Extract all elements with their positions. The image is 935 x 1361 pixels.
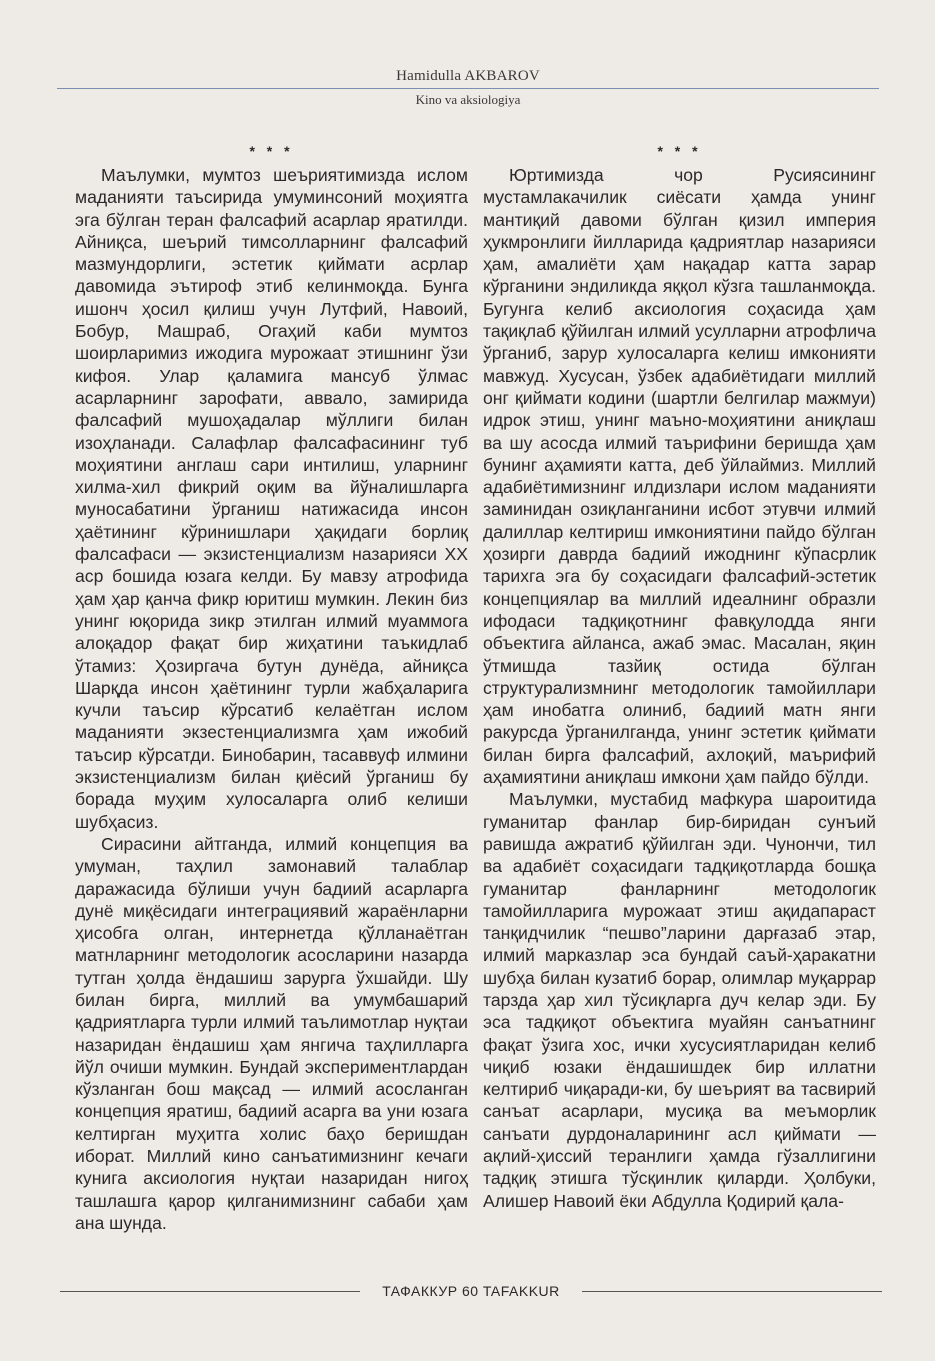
paragraph: Маълумки, мумтоз шеъриятимизда ислом маданияти таъсирида умуминсоний моҳиятга эга бўлган теран фалсафий асарлар яратилди. Айниқса, шеърий тимсолларнинг фалсафий мазмундорлиги, эстетик қиймати асрлар давомида эътироф этиб келинмоқда. Бунга ишонч ҳосил қилиш учун Лутфий, Навоий, Бобур, Машраб, Огаҳий каби мумтоз шоирларимиз ижодига мурожаат этишнинг ўзи кифоя. Улар қаламига мансуб ўлмас асарларнинг зарофати, аввало, замирида фалсафий мушоҳадалар мўллиги билан изоҳланади. Салафлар фалсафасининг туб моҳиятини англаш сари интилиш, уларнинг хилма-хил фикрий оқим ва йўналишларга муносабатини ўрганиш натижасида инсон ҳаётининг кўринишлари ҳақидаги борлиқ фалсафаси — экзистенциализм назарияси XX аср бошида юзага келди. Бу мавзу атрофида ҳам ҳар қанча фикр юритиш мумкин. Лекин биз унинг юқорида зикр этилган илмий муаммога алоқадор фақат бир жиҳатини таъкидлаб ўтамиз: Ҳозиргача бутун дунёда, айниқса Шарқда инсон ҳаётининг турли жабҳаларига кучли таъсир кўрсатиб келаётган ислом маданияти экзестенциализмга ҳам ижобий таъсир кўрсатди. Бинобарин, тасаввуф илмини экзистенциализм билан қиёсий ўрганиш бу борада муҳим хулосаларга олиб келиши шубҳасиз.: [75, 165, 468, 832]
header-rule: [57, 88, 879, 89]
footer-rule-right: [582, 1291, 882, 1292]
page-footer: [60, 1281, 882, 1301]
paragraph: Маълумки, мустабид мафкура шароитида гуманитар фанлар бир-биридан сунъий равишда ажратиб қўйилган эди. Чунончи, тил ва адабиёт соҳасидаги тадқиқотларда бошқа гуманитар фанларнинг методологик тамойилларига мурожаат этиш ақидапараст танқидчилик “пешво”ларини дарғазаб этар, илмий марказлар эса бундай саъй-ҳаракатни шубҳа билан кузатиб борар, олимлар муқаррар тарзда ҳар хил тўсиқларга дуч келар эди. Бу эса тадқиқот объектига муайян санъатнинг фақат ўзига хос, ички хусусиятларидан келиб чиқиб юзаки ёндашишдек бир иллатни келтириб чиқаради-ки, бу шеърият ва тасвирий санъат асарлари, мусиқа ва меъморлик санъати дурдоналарининг асл қиймати — ақлий-ҳиссий теранлиги ҳамда гўзаллигини тадқиқ этишга тўсқинлик қиларди. Ҳолбуки, Алишер Навоий ёки Абдулла Қодирий қала-: [483, 789, 876, 1211]
section-separator: * * *: [249, 143, 294, 159]
footer-text: ТАФАККУР 60 TAFAKKUR: [382, 1283, 560, 1299]
author-name: Hamidulla AKBAROV: [396, 68, 540, 84]
paragraph: Юртимизда чор Русиясининг мустамлакачилик сиёсати ҳамда унинг мантиқий давоми бўлган қизил империя ҳукмронлиги йилларида қадриятлар назарияси ҳам, амалиёти ҳам нақадар катта зарар кўрганини эндиликда яққол кўзга ташланмоқда. Бугунга келиб аксиология соҳасида ҳам тақиқлаб қўйилган илмий усулларни атрофлича ўрганиб, зарур хулосаларга келиш имконияти мавжуд. Хусусан, ўзбек адабиётидаги миллий онг қиймати кодини (шартли белгилар мажмуи) идрок этиш, унинг маъно-моҳиятини аниқлаш ва шу асосда илмий таърифини беришда ҳам бунинг аҳамияти катта, деб ўйлаймиз. Миллий адабиётимизнинг илдизлари ислом маданияти заминидан озиқланганини исбот этувчи илмий далиллар келтириш имкониятини пайдо бўлган ҳозирги даврда бадиий ижоднинг кўпасрлик тарихга эга бу соҳасидаги фалсафий-эстетик концепциялар ва миллий идеалнинг образли ифодаси тадқиқотнинг фавқулодда янги объектига айлансa, ажаб эмас. Масалан, яқин ўтмишда тазйиқ остида бўлган структурализмнинг методологик тамойиллари ҳам инобатга олиниб, бадиий матн янги ракурсда ўрганилганда, унинг эстетик қиймати билан бирга фалсафий, ахлоқий, маърифий аҳамиятини аниқлаш имкони ҳам пайдо бўлди.: [483, 165, 876, 788]
right-column: [483, 142, 876, 1212]
paragraph: Сирасини айтганда, илмий концепция ва умуман, таҳлил замонавий талаблар даражасида бўлиши учун бадиий асарларга дунё миқёсидаги интеграциявий жараёнларни ҳисобга олган, интернетда қўлланаётган матнларнинг методологик асосларини назарда тутган ҳолда ёндашиш зарурга ўхшайди. Шу билан бирга, миллий ва умумбашарий қадриятларга турли илмий таълимотлар нуқтаи назаридан ёндашиш ҳам янгича таҳлилларга йўл очиши мумкин. Бундай экспериментлардан кўзланган бош мақсад — илмий асосланган концепция яратиш, бадиий асарга ва уни юзага келтирган муҳитга холис баҳо беришдан иборат. Миллий кино санъатимизнинг кечаги кунига аксиология нуқтаи назаридан нигоҳ ташлашга қарор қилганимизнинг сабаби ҳам ана шунда.: [75, 833, 468, 1233]
article-title: Kino va aksiologiya: [415, 92, 521, 107]
left-column: [75, 142, 468, 1234]
running-head: [57, 66, 879, 108]
section-separator: * * *: [657, 143, 702, 159]
